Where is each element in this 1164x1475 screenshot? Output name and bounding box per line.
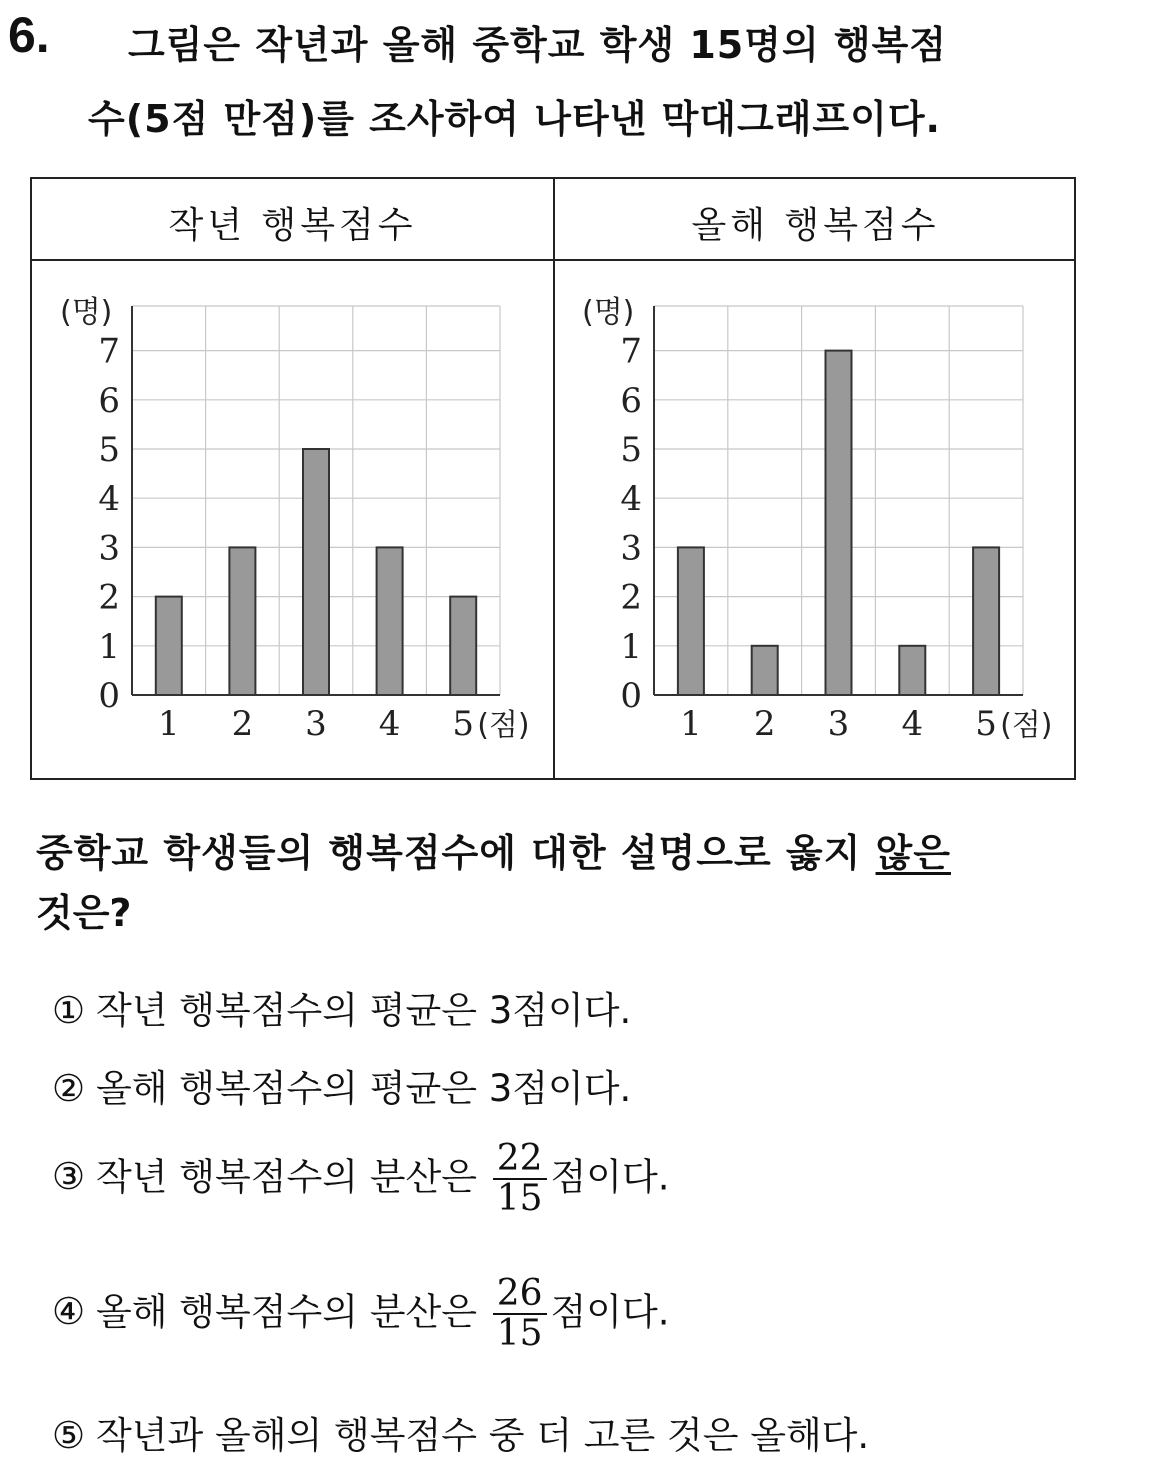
- x-tick-label: 2: [231, 704, 254, 744]
- x-tick-label: 5: [452, 704, 475, 744]
- option-4-marker: ④: [52, 1290, 86, 1334]
- option-5-text: 작년과 올해의 행복점수 중 더 고른 것은 올해다.: [96, 1414, 870, 1457]
- y-tick-label: 3: [620, 528, 642, 569]
- y-tick-label: 7: [620, 331, 642, 372]
- y-tick-label: 7: [98, 331, 120, 372]
- x-tick-label: 1: [680, 704, 702, 744]
- y-tick-label: 1: [98, 626, 120, 667]
- x-axis-label: (점): [477, 708, 530, 743]
- question-stem-line-2: 것은?: [36, 891, 132, 935]
- question-line-1: 그림은 작년과 올해 중학교 학생 15명의 행복점: [128, 23, 948, 67]
- y-axis-label: (명): [60, 295, 113, 330]
- option-3-fraction: [493, 1140, 547, 1218]
- y-tick-label: 0: [98, 676, 120, 716]
- y-tick-label: 5: [98, 430, 120, 470]
- x-tick-label: 2: [753, 704, 776, 744]
- y-tick-label: 3: [98, 528, 120, 569]
- y-tick-label: 6: [98, 380, 120, 421]
- option-3-text: 작년 행복점수의 분산은: [96, 1155, 477, 1199]
- y-tick-label: 1: [620, 626, 642, 667]
- option-5[interactable]: [52, 1405, 869, 1459]
- option-2-text: 올해 행복점수의 평균은 3점이다.: [96, 1067, 632, 1110]
- bar: [899, 646, 925, 695]
- option-3[interactable]: [52, 1140, 670, 1218]
- option-4-suffix: 점이다.: [550, 1290, 670, 1334]
- y-tick-label: 0: [620, 676, 642, 716]
- option-4-fraction: [493, 1275, 547, 1353]
- x-tick-label: 5: [975, 704, 997, 744]
- bar: [973, 547, 999, 695]
- y-tick-label: 2: [620, 577, 642, 618]
- option-2-marker: ②: [52, 1067, 86, 1110]
- option-4[interactable]: [52, 1275, 670, 1353]
- option-1-marker: ①: [52, 989, 86, 1032]
- chart-title-last-year: 작년 행복점수: [168, 205, 417, 246]
- option-5-marker: ⑤: [52, 1414, 86, 1457]
- x-tick-label: 1: [157, 704, 180, 744]
- option-2[interactable]: [52, 1058, 631, 1112]
- y-tick-label: 5: [620, 430, 642, 470]
- option-3-denominator: 15: [496, 1177, 543, 1219]
- bar: [752, 646, 778, 695]
- option-4-denominator: 15: [496, 1312, 543, 1354]
- question-line-2: 수(5점 만점)를 조사하여 나타낸 막대그래프이다.: [88, 97, 941, 141]
- y-tick-label: 6: [620, 380, 642, 421]
- x-tick-label: 4: [901, 704, 924, 744]
- x-tick-label: 4: [378, 704, 401, 744]
- question-stem-main: 중학교 학생들의 행복점수에 대한 설명으로 옳지: [36, 831, 876, 875]
- bar: [678, 547, 704, 695]
- y-tick-label: 2: [98, 577, 120, 618]
- option-1-text: 작년 행복점수의 평균은 3점이다.: [96, 989, 632, 1032]
- x-axis-label: (점): [1000, 708, 1053, 743]
- question-stem-underlined: 않은: [875, 831, 951, 875]
- x-tick-label: 3: [827, 704, 850, 744]
- y-tick-label: 4: [620, 479, 642, 520]
- y-axis-label: (명): [582, 295, 635, 330]
- option-3-numerator: 22: [493, 1140, 547, 1180]
- question-number: 6.: [8, 7, 50, 63]
- bar: [826, 351, 852, 695]
- option-3-marker: ③: [52, 1155, 86, 1199]
- chart-title-this-year: 올해 행복점수: [691, 205, 940, 246]
- x-tick-label: 3: [305, 704, 327, 744]
- option-4-numerator: 26: [493, 1275, 547, 1315]
- option-4-text: 올해 행복점수의 분산은: [96, 1290, 477, 1334]
- option-1[interactable]: [52, 980, 631, 1034]
- y-tick-label: 4: [98, 479, 120, 520]
- option-3-suffix: 점이다.: [550, 1155, 670, 1199]
- question-stem: [36, 822, 951, 877]
